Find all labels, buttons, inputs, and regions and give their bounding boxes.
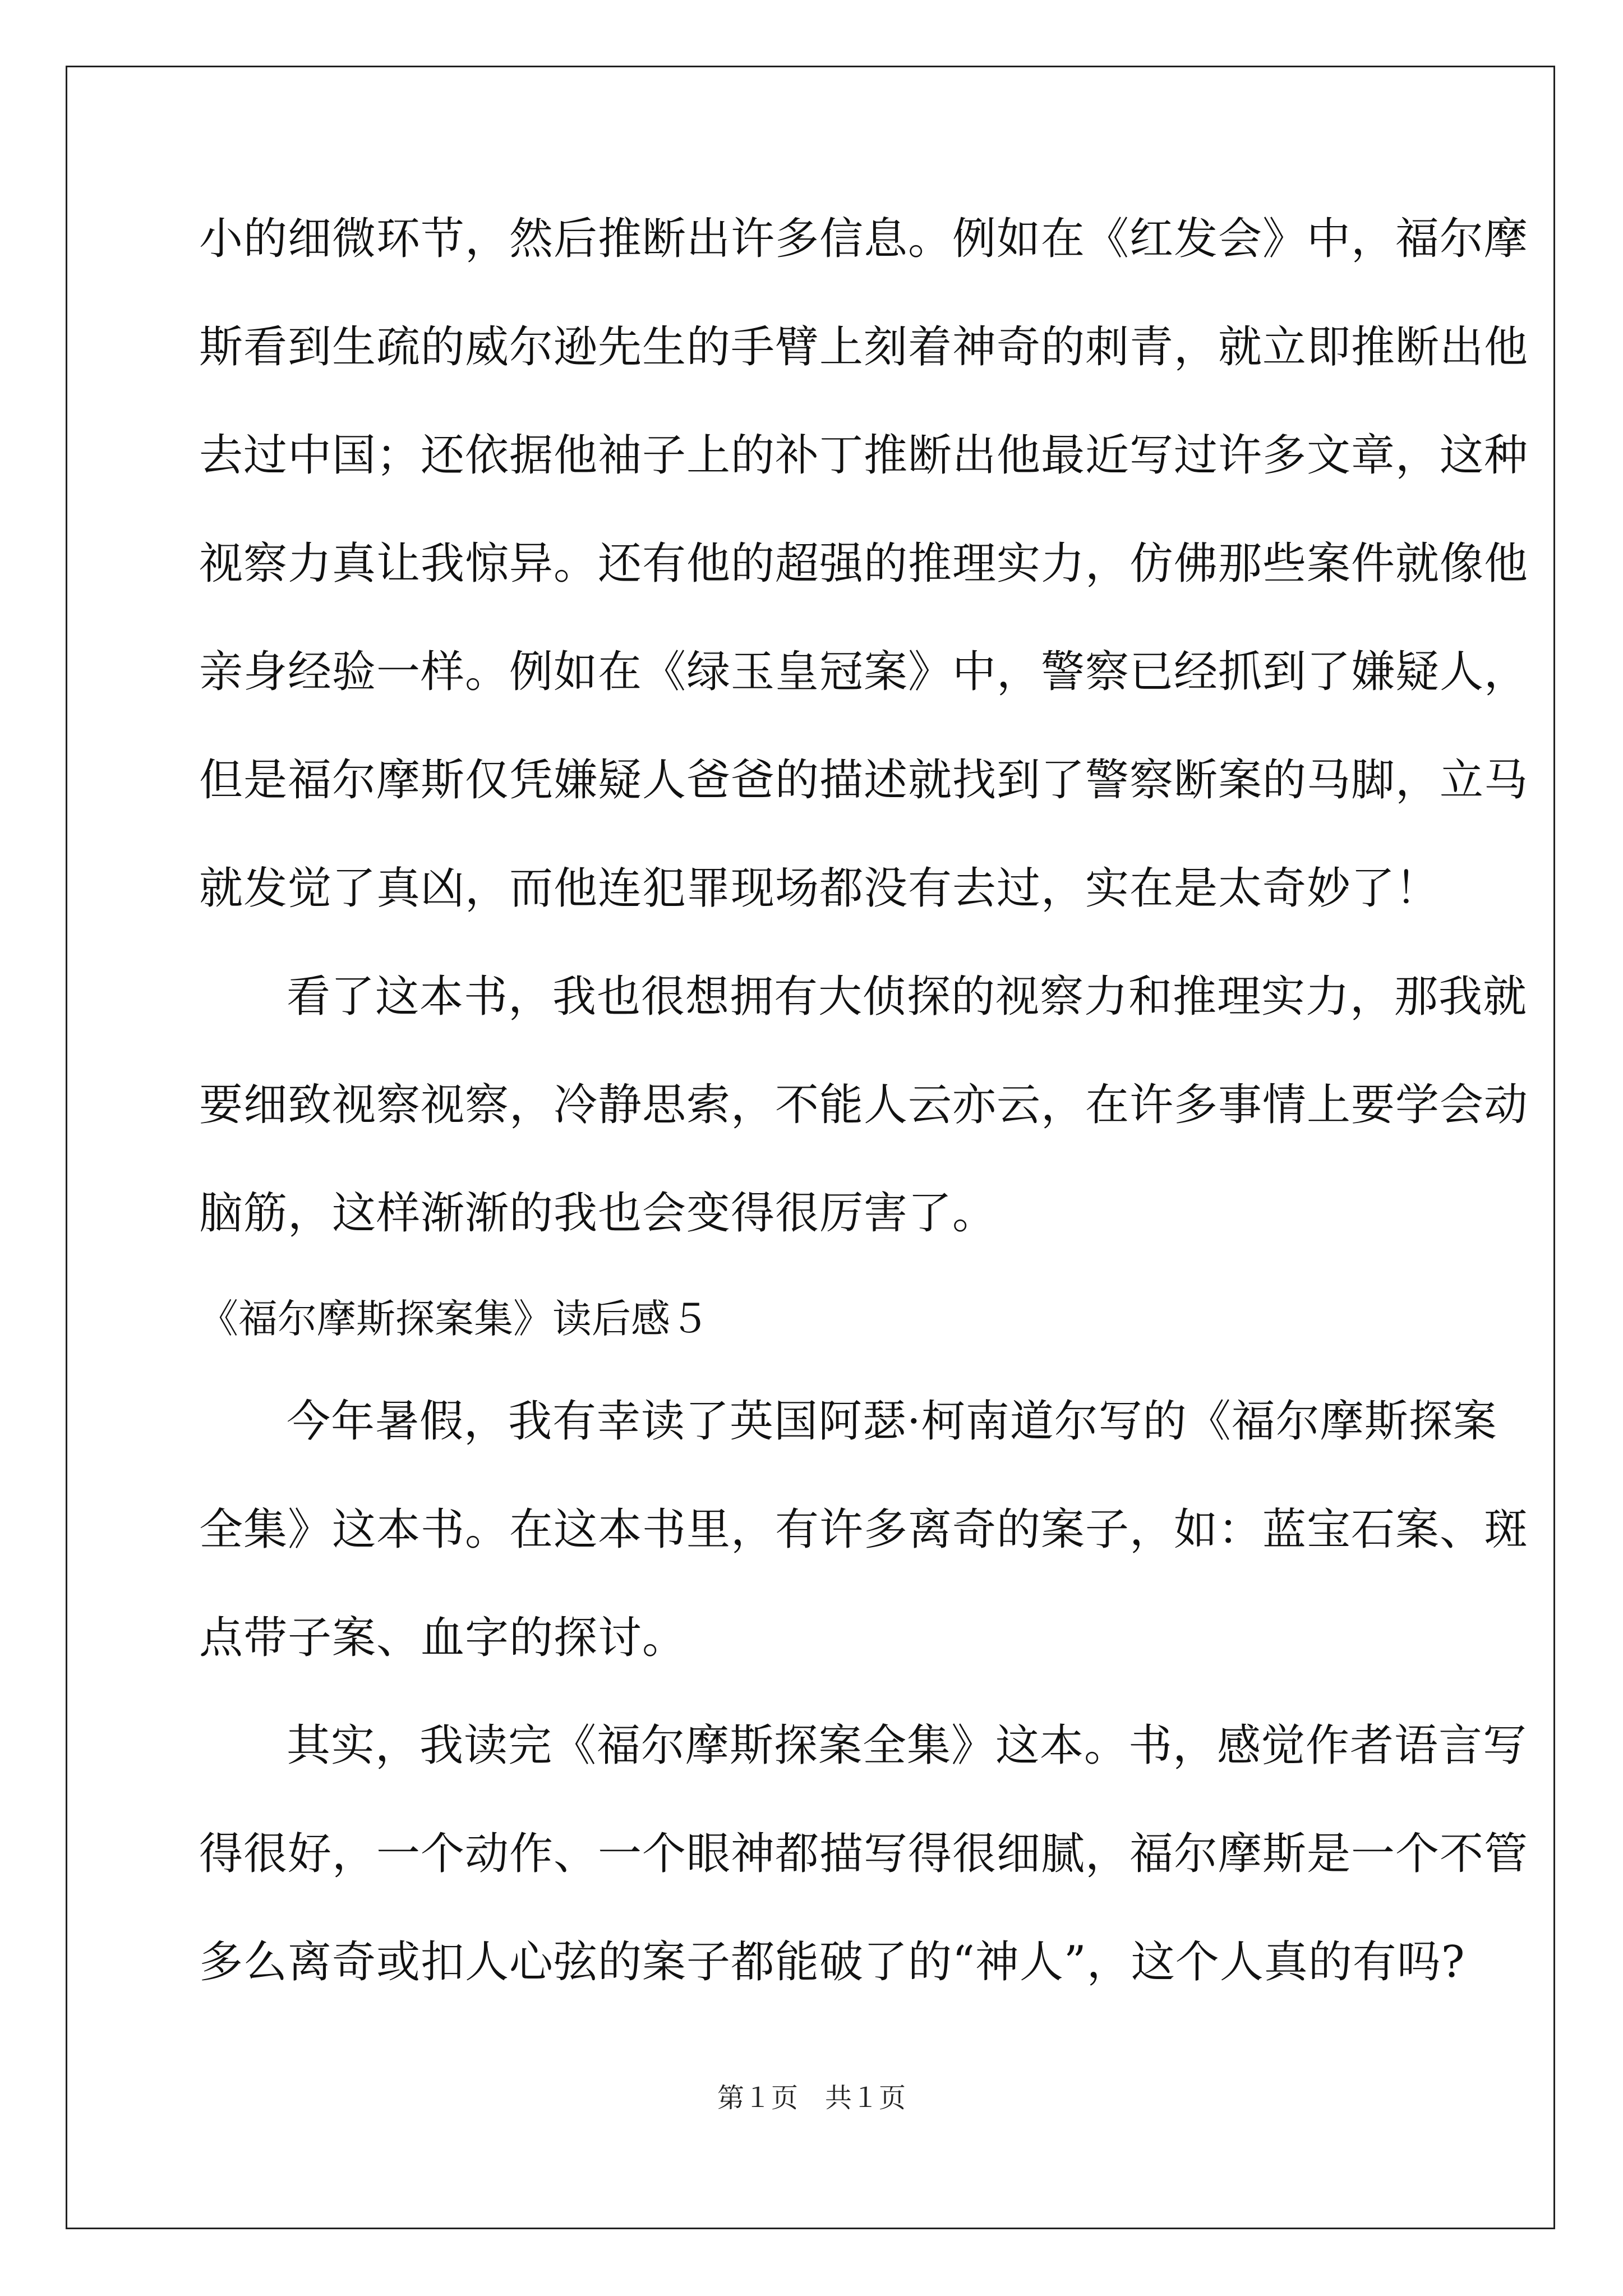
text-line-1: 小的细微环节，然后推断出许多信息。例如在《红发会》中，福尔摩 (199, 214, 1529, 264)
text-line-17: 多么离奇或扣人心弦的案子都能破了的“神人”，这个人真的有吗? (199, 1937, 1465, 1987)
section-heading: 《福尔摩斯探案集》读后感５ (199, 1296, 709, 1342)
text-line-15-indented: 其实，我读完《福尔摩斯探案全集》这本。书，感觉作者语言写 (287, 1720, 1528, 1771)
text-line-10: 脑筋，这样渐渐的我也会变得很厉害了。 (199, 1188, 997, 1239)
text-line-16: 得很好，一个动作、一个眼神都描写得很细腻，福尔摩斯是一个不管 (199, 1829, 1529, 1879)
text-line-2: 斯看到生疏的威尔逊先生的手臂上刻着神奇的刺青，就立即推断出他 (199, 322, 1529, 372)
text-line-4: 视察力真让我惊异。还有他的超强的推理实力，仿佛那些案件就像他 (199, 539, 1529, 589)
text-line-5: 亲身经验一样。例如在《绿玉皇冠案》中，警察已经抓到了嫌疑人， (199, 647, 1529, 697)
text-line-14: 点带子案、血字的探讨。 (199, 1613, 687, 1663)
text-line-6: 但是福尔摩斯仅凭嫌疑人爸爸的描述就找到了警察断案的马脚，立马 (199, 755, 1529, 806)
text-line-8-indented: 看了这本书，我也很想拥有大侦探的视察力和推理实力，那我就 (287, 972, 1528, 1022)
text-line-12-indented: 今年暑假，我有幸读了英国阿瑟·柯南道尔写的《福尔摩斯探案 (287, 1396, 1497, 1447)
text-line-9: 要细致视察视察，冷静思索，不能人云亦云，在许多事情上要学会动 (199, 1080, 1529, 1130)
text-line-7: 就发觉了真凶，而他连犯罪现场都没有去过，实在是太奇妙了！ (199, 863, 1440, 914)
page-footer: 第１页 共１页 (717, 2082, 906, 2114)
page-border (66, 66, 1555, 2229)
text-line-13: 全集》这本书。在这本书里，有许多离奇的案子，如：蓝宝石案、斑 (199, 1504, 1529, 1555)
text-line-3: 去过中国；还依据他袖子上的补丁推断出他最近写过许多文章，这种 (199, 430, 1529, 481)
